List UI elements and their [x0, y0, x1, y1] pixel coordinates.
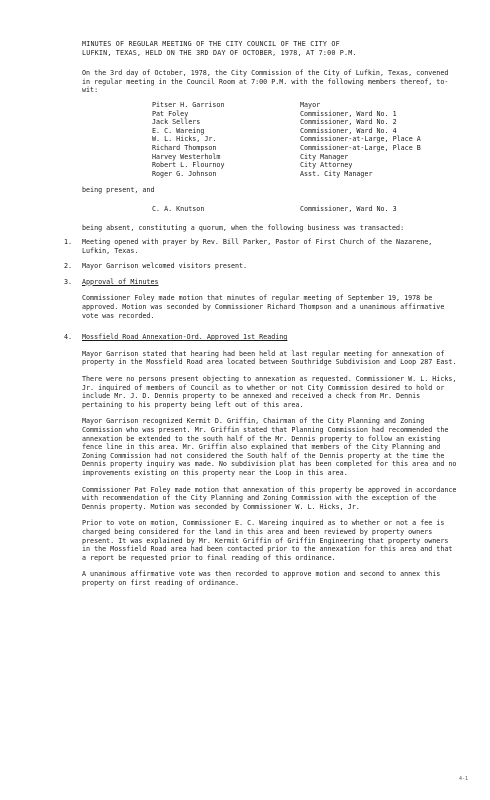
- member-name: Robert L. Flournoy: [152, 161, 225, 170]
- item-heading: Approval of Minutes: [82, 277, 159, 286]
- member-title: Mayor: [300, 100, 321, 109]
- member-name: Harvey Westerholm: [152, 152, 221, 161]
- minutes-title: [82, 40, 460, 57]
- roster-row: [152, 135, 460, 144]
- title-line-1: MINUTES OF REGULAR MEETING OF THE CITY COUNCIL OF THE CITY OF: [82, 40, 340, 48]
- agenda-item-3: [64, 278, 460, 326]
- agenda-item-1: [64, 238, 460, 255]
- roster-row: [152, 161, 460, 170]
- member-title: City Manager: [300, 152, 349, 161]
- member-name: Pitser H. Garrison: [152, 100, 225, 109]
- item-text: Meeting opened with prayer by Rev. Bill Parker, Pastor of First Church of the Nazarene, Lufkin, Texas.: [82, 238, 433, 255]
- item-paragraph: Commissioner Pat Foley made motion that annexation of this property be approved in accordance with recommendation of the City Planning and Zoning Commission with the exception of the Dennis property. Motion was seconded by Commissioner W. L. Hicks, Jr.: [82, 485, 457, 511]
- member-name: C. A. Knutson: [152, 204, 205, 213]
- item-paragraph: A unanimous affirmative vote was then recorded to approve motion and second to annex this property on first reading of ordinance.: [82, 570, 441, 587]
- page-footer-mark: 4-1: [458, 776, 468, 783]
- member-title: Commissioner, Ward No. 1: [300, 109, 397, 118]
- roster-row: [152, 110, 460, 119]
- item-paragraph: There were no persons present objecting to annexation as requested. Commissioner W. L. Hicks, Jr. inquired of members of Council as to whether or not City Commission desired to hold or include Mr. J. D. Dennis property to be annexed and received a check from Mr. Dennis pertaining to his property being left out of this area.: [82, 375, 457, 409]
- item-number: 4.: [64, 333, 73, 342]
- roster-row: [152, 170, 460, 179]
- item-number: 1.: [64, 238, 73, 247]
- item-text: Mayor Garrison welcomed visitors present.: [82, 262, 248, 271]
- member-title: City Attorney: [300, 161, 353, 170]
- item-paragraph: Mayor Garrison recognized Kermit D. Griffin, Chairman of the City Planning and Zoning Commission who was present. Mr. Griffin stated that Planning Commission had recommended the annexation be extended to the south half of the Mr. Dennis property to follow an existing fence line in this area. Mr. Griffin also explained that members of the City Planning and Zoning Commission had not considered the South half of the Dennis property at the time the Dennis property inquiry was made. No subdivision plat has been completed for this area and no improvements existing on this property near the Loop in this area.: [82, 417, 457, 477]
- intro-paragraph: On the 3rd day of October, 1978, the City Commission of the City of Lufkin, Texas, convened in regular meeting in the Council Room at 7:00 P.M. with the following members thereof, to-wit:: [82, 69, 449, 95]
- present-line: being present, and: [82, 186, 155, 195]
- member-title: Commissioner, Ward No. 2: [300, 118, 397, 127]
- agenda-item-4: [64, 333, 460, 593]
- agenda-item-2: [64, 262, 460, 271]
- member-name: Pat Foley: [152, 109, 189, 118]
- item-number: 3.: [64, 277, 73, 286]
- member-title: Commissioner-at-Large, Place A: [300, 135, 421, 144]
- member-title: Commissioner, Ward No. 3: [300, 204, 397, 213]
- attendance-roster: [152, 101, 460, 178]
- roster-row: [152, 153, 460, 162]
- member-name: W. L. Hicks, Jr.: [152, 135, 217, 144]
- roster-row: [152, 144, 460, 153]
- member-name: Jack Sellers: [152, 118, 201, 127]
- quorum-paragraph: being absent, constituting a quorum, when the following business was transacted:: [82, 223, 405, 232]
- item-paragraph: Prior to vote on motion, Commissioner E. C. Wareing inquired as to whether or not a fee is charged being considered for the land in this area and been reviewed by property owners present. It was explained by Mr. Kermit Griffin of Griffin Engineering that property owners in the Mossfield Road area had been contacted prior to the annexation for this area and that a report be requested prior to final reading of this ordinance.: [82, 519, 453, 562]
- item-paragraph: Commissioner Foley made motion that minutes of regular meeting of September 19, 1978 be approved. Motion was seconded by Commissioner Richard Thompson and a unanimous affirmative vote was recorded.: [82, 294, 445, 320]
- member-name: E. C. Wareing: [152, 126, 205, 135]
- roster-row: [152, 127, 460, 136]
- member-title: Commissioner-at-Large, Place B: [300, 143, 421, 152]
- member-name: Roger G. Johnson: [152, 169, 217, 178]
- member-name: Richard Thompson: [152, 143, 217, 152]
- roster-row: [152, 101, 460, 110]
- item-paragraph: Mayor Garrison stated that hearing had been held at last regular meeting for annexation of property in the Mossfield Road area located between Southridge Subdivision and Loop 287 East.: [82, 349, 457, 367]
- item-heading: Mossfield Road Annexation-Ord. Approved 1st Reading: [82, 333, 288, 342]
- absent-member: [152, 205, 460, 214]
- roster-row: [152, 118, 460, 127]
- member-title: Asst. City Manager: [300, 169, 373, 178]
- item-number: 2.: [64, 262, 73, 271]
- agenda-items: [64, 238, 460, 593]
- title-line-2: LUFKIN, TEXAS, HELD ON THE 3RD DAY OF OCTOBER, 1978, AT 7:00 P.M.: [82, 48, 357, 57]
- member-title: Commissioner, Ward No. 4: [300, 126, 397, 135]
